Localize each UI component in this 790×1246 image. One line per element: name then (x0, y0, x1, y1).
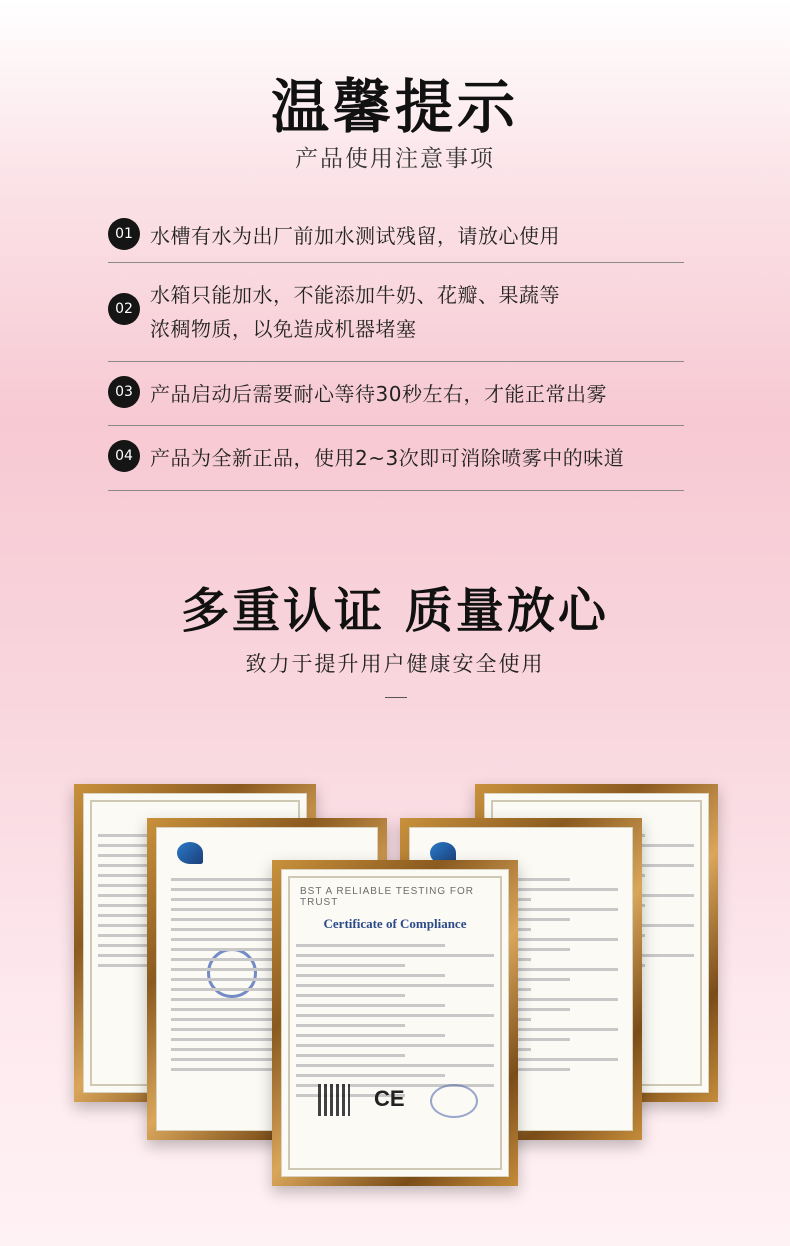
signature-stamp-icon (430, 1084, 478, 1118)
tip-number-badge: 02 (108, 293, 140, 325)
tip-text: 产品为全新正品，使用2~3次即可消除喷雾中的味道 (150, 446, 625, 470)
tip-text (150, 278, 560, 346)
tip-number-badge: 03 (108, 376, 140, 408)
huacetong-logo-icon (177, 842, 203, 864)
tip-item-04 (108, 426, 684, 491)
certification-subtitle: 致力于提升用户健康安全使用 (245, 652, 545, 676)
certificate-frame-front (272, 860, 518, 1186)
tip-item-02 (108, 263, 684, 362)
tip-text: 水槽有水为出厂前加水测试残留，请放心使用 (150, 224, 560, 248)
certificate-of-compliance (281, 869, 509, 1177)
bst-header: BST A RELIABLE TESTING FOR TRUST (300, 886, 475, 908)
ce-mark-icon: CE (374, 1086, 405, 1111)
tip-item-03 (108, 362, 684, 426)
tips-subtitle: 产品使用注意事项 (295, 146, 495, 172)
certificate-title: Certificate of Compliance (323, 916, 467, 931)
tip-number-badge: 04 (108, 440, 140, 472)
tip-number-badge: 01 (108, 218, 140, 250)
section-divider (385, 697, 407, 698)
tips-title: 温馨提示 (270, 73, 519, 141)
tips-list (108, 210, 684, 491)
tip-item-01 (108, 210, 684, 263)
tip-text-line-1: 水箱只能加水，不能添加牛奶、花瓣、果蔬等 (150, 283, 560, 307)
tip-text-line-2: 浓稠物质，以免造成机器堵塞 (150, 317, 417, 341)
certification-title: 多重认证 质量放心 (181, 583, 609, 639)
tip-text: 产品启动后需要耐心等待30秒左右，才能正常出雾 (150, 381, 607, 406)
certificate-text-lines (296, 944, 494, 1104)
qr-code-icon (318, 1084, 350, 1116)
